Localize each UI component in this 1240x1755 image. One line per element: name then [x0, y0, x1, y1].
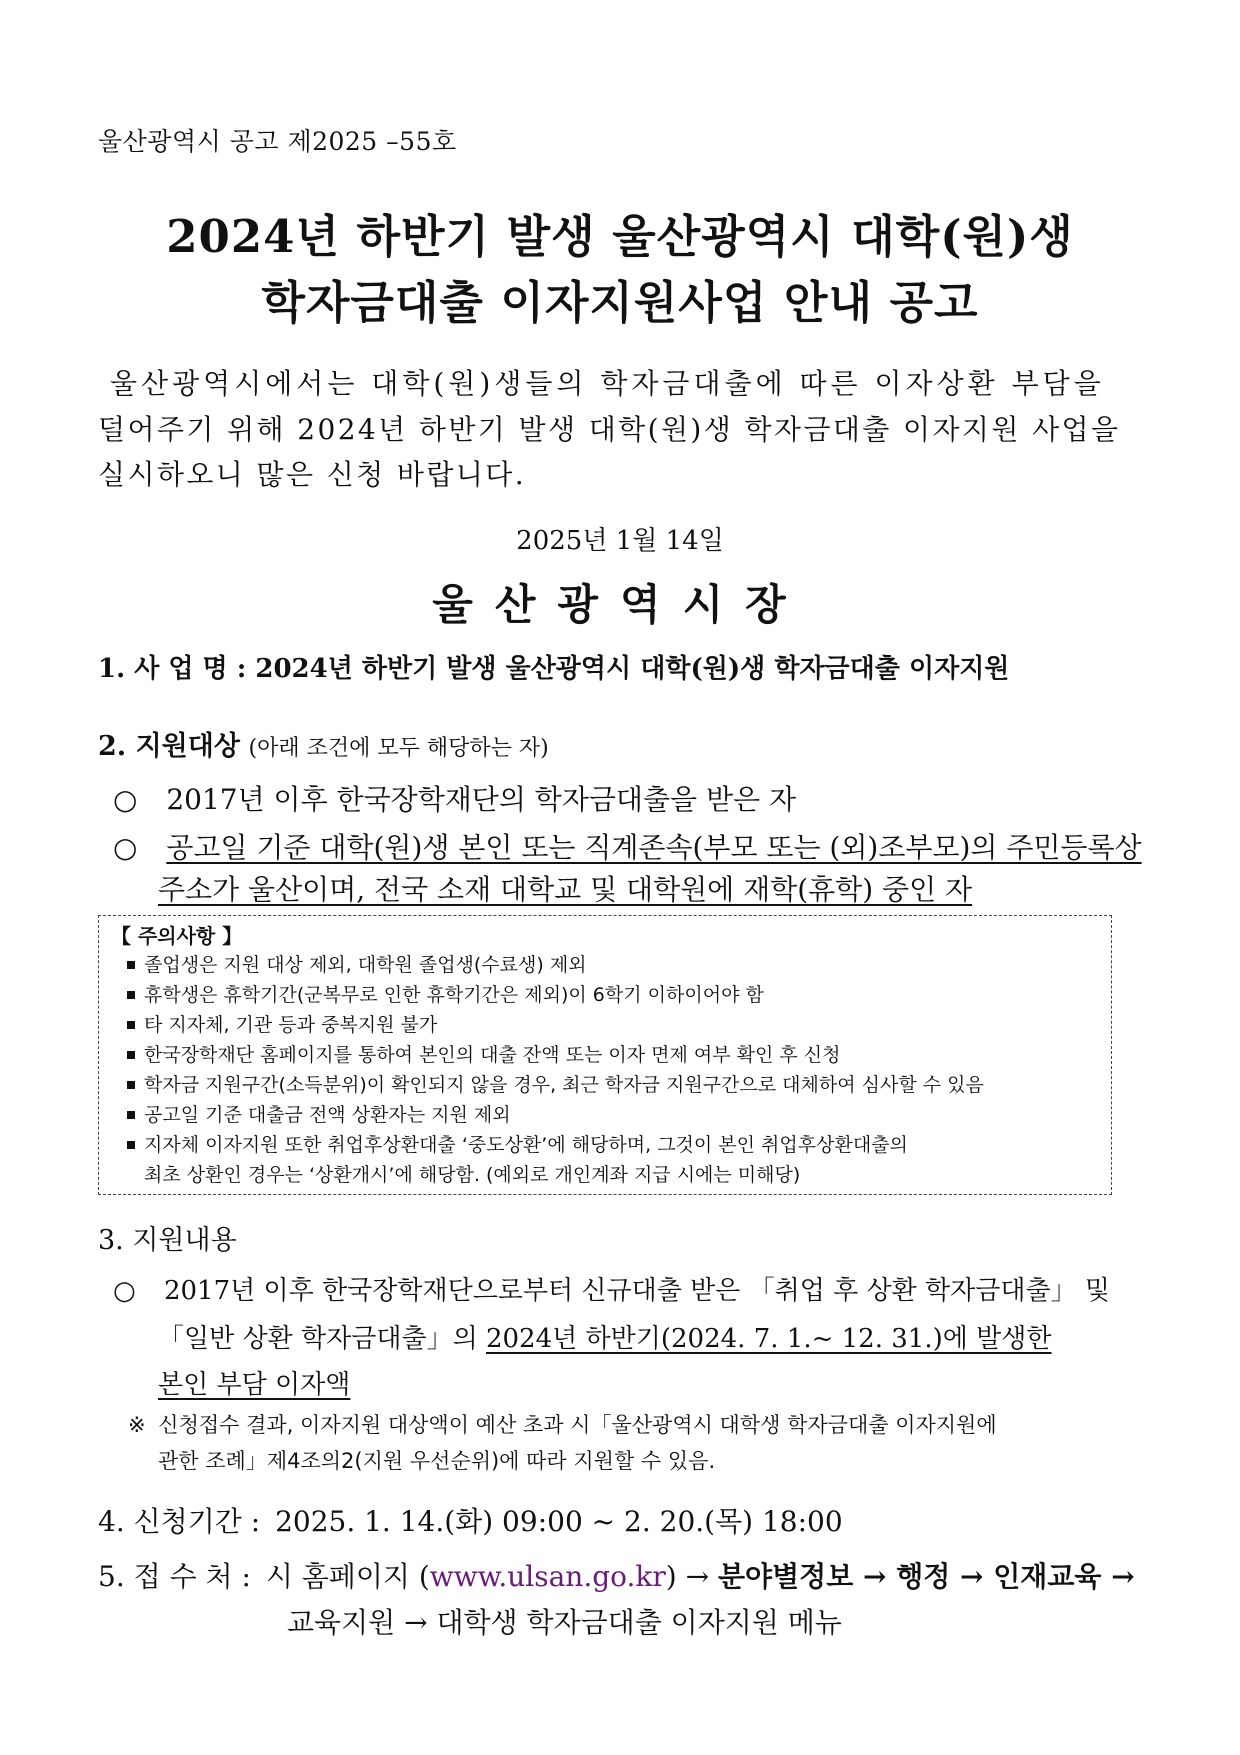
square-bullet-icon [127, 1081, 135, 1089]
bullet-circle-icon: ○ [113, 783, 138, 816]
caution-item: 타 지자체, 기관 등과 중복지원 불가 [99, 1010, 1099, 1040]
homepage-link[interactable]: www.ulsan.go.kr [429, 1560, 666, 1593]
square-bullet-icon [127, 1021, 135, 1029]
section-1 [98, 648, 1009, 685]
caution-item: 지자체 이자지원 또한 취업후상환대출 ‘중도상환’에 해당하며, 그것이 본인 취업후상환대출의 [99, 1130, 1099, 1160]
eligibility-item-2 [113, 826, 1142, 866]
section-5-label: 5. 접 수 처 : [98, 1560, 251, 1593]
square-bullet-icon [127, 1111, 135, 1119]
section-5 [98, 1555, 1135, 1595]
intro-text-1: 울산광역시에서는 대학(원)생들의 학자금대출에 따른 이자상환 부담을 [110, 367, 1105, 400]
caution-item-cont: 최초 상환인 경우는 ‘상환개시’에 해당함. (예외로 개인계좌 지급 시에는 미해당) [144, 1164, 801, 1186]
cautions-list [99, 950, 1099, 1190]
square-bullet-icon [127, 991, 135, 999]
intro-line-3: 실시하오니 많은 신청 바랍니다. [98, 458, 527, 491]
support-note-text-2: 관한 조례」제4조의2(지원 우선순위)에 따라 지원할 수 있음. [158, 1449, 716, 1473]
square-bullet-icon [127, 1141, 135, 1149]
support-item-line-3 [158, 1364, 350, 1401]
section-4-label: 4. 신청기간 : [98, 1505, 261, 1538]
cautions-heading: 【 주의사항 】 [111, 924, 243, 948]
section-3-heading: 3. 지원내용 [98, 1225, 237, 1256]
cautions-box [98, 915, 1112, 1195]
title-line-2: 학자금대출 이자지원사업 안내 공고 [261, 276, 979, 329]
section-1-label: 1. 사 업 명 : [98, 654, 247, 684]
bullet-circle-icon: ○ [113, 1276, 136, 1306]
caution-item: 한국장학재단 홈페이지를 통하여 본인의 대출 잔액 또는 이자 면제 여부 확인 후 신청 [99, 1040, 1099, 1070]
section-2-heading [98, 724, 549, 763]
caution-item: 휴학생은 휴학기간(군복무로 인한 휴학기간은 제외)이 6학기 이하이어야 함 [99, 980, 1099, 1010]
section-1-value: 2024년 하반기 발생 울산광역시 대학(원)생 학자금대출 이자지원 [255, 654, 1010, 684]
title-line-1: 2024년 하반기 발생 울산광역시 대학(원)생 [166, 210, 1074, 263]
notice-number: 울산광역시 공고 제2025 –55호 [98, 127, 457, 156]
announcement-date: 2025년 1월 14일 [516, 526, 724, 556]
support-note-line-1 [128, 1408, 997, 1442]
intro-line-2: 덜어주기 위해 2024년 하반기 발생 대학(원)생 학자금대출 이자지원 사업을 [98, 413, 1121, 446]
eligibility-text-3: 주소가 울산이며, 전국 소재 대학교 및 대학원에 재학(휴학) 중인 자 [158, 873, 973, 906]
reception-prefix: 시 홈페이지 ( [265, 1560, 430, 1593]
application-period: 2025. 1. 14.(화) 09:00 ~ 2. 20.(목) 18:00 [275, 1505, 843, 1538]
square-bullet-icon [127, 961, 135, 969]
issuer-name: 울산광역시장 [432, 580, 808, 629]
support-text-2-underlined: 2024년 하반기(2024. 7. 1.~ 12. 31.)에 발생한 [485, 1324, 1052, 1354]
intro-line-1 [98, 362, 1105, 402]
square-bullet-icon [127, 1051, 135, 1059]
eligibility-text-2: 공고일 기준 대학(원)생 본인 또는 직계존속(부모 또는 (외)조부모)의 주민등록상 [166, 831, 1142, 864]
support-item-line-2 [158, 1318, 1051, 1355]
reception-path-line-2: 교육지원 → 대학생 학자금대출 이자지원 메뉴 [287, 1606, 842, 1639]
caution-item: 졸업생은 지원 대상 제외, 대학원 졸업생(수료생) 제외 [99, 950, 1099, 980]
reception-path-bold: 분야별정보 → 행정 → 인재교육 → [718, 1560, 1135, 1593]
reference-mark-icon: ※ [128, 1413, 146, 1437]
section-2-note: (아래 조건에 모두 해당하는 자) [248, 736, 549, 761]
caution-item: 학자금 지원구간(소득분위)이 확인되지 않을 경우, 최근 학자금 지원구간으로 대체하여 심사할 수 있음 [99, 1070, 1099, 1100]
support-text-1: 2017년 이후 한국장학재단으로부터 신규대출 받은 「취업 후 상환 학자금대출」 및 [163, 1276, 1110, 1306]
support-note-text-1: 신청접수 결과, 이자지원 대상액이 예산 초과 시「울산광역시 대학생 학자금대출 이자지원에 [158, 1413, 997, 1437]
support-item-line-1 [113, 1270, 1110, 1307]
eligibility-item-2-cont [158, 868, 972, 908]
caution-item: 공고일 기준 대출금 전액 상환자는 지원 제외 [99, 1100, 1099, 1130]
eligibility-text-1: 2017년 이후 한국장학재단의 학자금대출을 받은 자 [166, 783, 797, 816]
section-2-label: 2. 지원대상 [98, 731, 240, 762]
bullet-circle-icon: ○ [113, 831, 138, 864]
reception-suffix: ) → [665, 1560, 710, 1593]
support-text-2-prefix: 「일반 상환 학자금대출」의 [158, 1324, 486, 1354]
section-4 [98, 1500, 843, 1540]
eligibility-item-1 [113, 778, 796, 818]
support-text-3-underlined: 본인 부담 이자액 [158, 1370, 351, 1400]
